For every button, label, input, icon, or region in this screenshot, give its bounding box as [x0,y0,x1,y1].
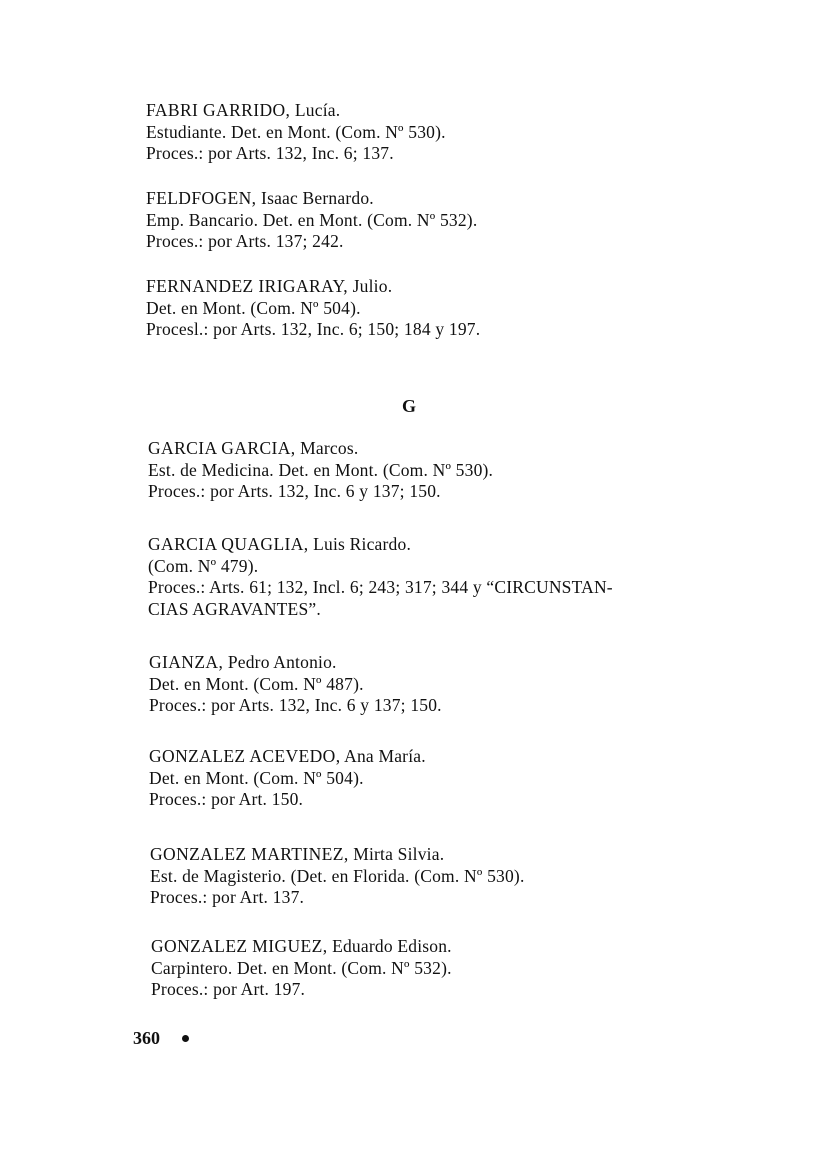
entry-feldfogen [146,188,477,253]
entry-name: GONZALEZ ACEVEDO, Ana María. [149,746,426,766]
entry-line: Procesl.: por Arts. 132, Inc. 6; 150; 184 y 197. [146,319,481,339]
entry-name: FABRI GARRIDO, Lucía. [146,100,341,120]
page-number: 360 [133,1028,160,1048]
entry-line: Est. de Magisterio. (Det. en Florida. (Com. Nº 530). [150,865,525,886]
entry-line: CIAS AGRAVANTES”. [148,598,321,619]
entry-line: Proces.: por Arts. 132, Inc. 6; 137. [146,143,394,163]
entry-name: GARCIA GARCIA, Marcos. [148,438,359,458]
entry-gonzalez-martinez [150,844,525,909]
entry-garcia-quaglia [148,534,613,620]
entry-name: GIANZA, Pedro Antonio. [149,652,337,672]
entry-fernandez-irigaray [146,276,480,341]
entry-line: Proces.: por Art. 137. [150,887,305,907]
entry-line: Carpintero. Det. en Mont. (Com. Nº 532). [151,957,452,978]
entry-name: FELDFOGEN, Isaac Bernardo. [146,188,374,208]
entry-line: Est. de Medicina. Det. en Mont. (Com. Nº 530). [148,459,494,480]
entry-line: Proces.: por Arts. 137; 242. [146,231,344,251]
entry-name: FERNANDEZ IRIGARAY, Julio. [146,276,393,296]
bullet-icon [182,1035,189,1042]
entry-line: Det. en Mont. (Com. Nº 487). [149,673,364,694]
entry-line: Proces.: por Arts. 132, Inc. 6 y 137; 150. [148,481,441,501]
entry-name: GONZALEZ MIGUEZ, Eduardo Edison. [151,936,452,956]
entry-gianza [149,652,442,717]
entry-line: Proces.: por Arts. 132, Inc. 6 y 137; 150. [149,695,442,715]
entry-garcia-garcia [148,438,493,503]
entry-gonzalez-miguez [151,936,452,1001]
entry-line: Det. en Mont. (Com. Nº 504). [146,297,361,318]
entry-line: Det. en Mont. (Com. Nº 504). [149,767,364,788]
entry-line: Estudiante. Det. en Mont. (Com. Nº 530). [146,121,446,142]
page-footer [133,1028,189,1049]
entry-line: Proces.: por Art. 150. [149,789,304,809]
entry-name: GONZALEZ MARTINEZ, Mirta Silvia. [150,844,445,864]
entry-name: GARCIA QUAGLIA, Luis Ricardo. [148,534,412,554]
entry-line: (Com. Nº 479). [148,555,259,576]
entry-line: Proces.: por Art. 197. [151,979,306,999]
entry-line: Proces.: Arts. 61; 132, Incl. 6; 243; 317; 344 y “CIRCUNSTAN- [148,577,613,597]
section-letter: G [402,396,417,416]
entry-fabri-garrido [146,100,446,165]
entry-line: Emp. Bancario. Det. en Mont. (Com. Nº 532). [146,209,478,230]
entry-gonzalez-acevedo [149,746,426,811]
